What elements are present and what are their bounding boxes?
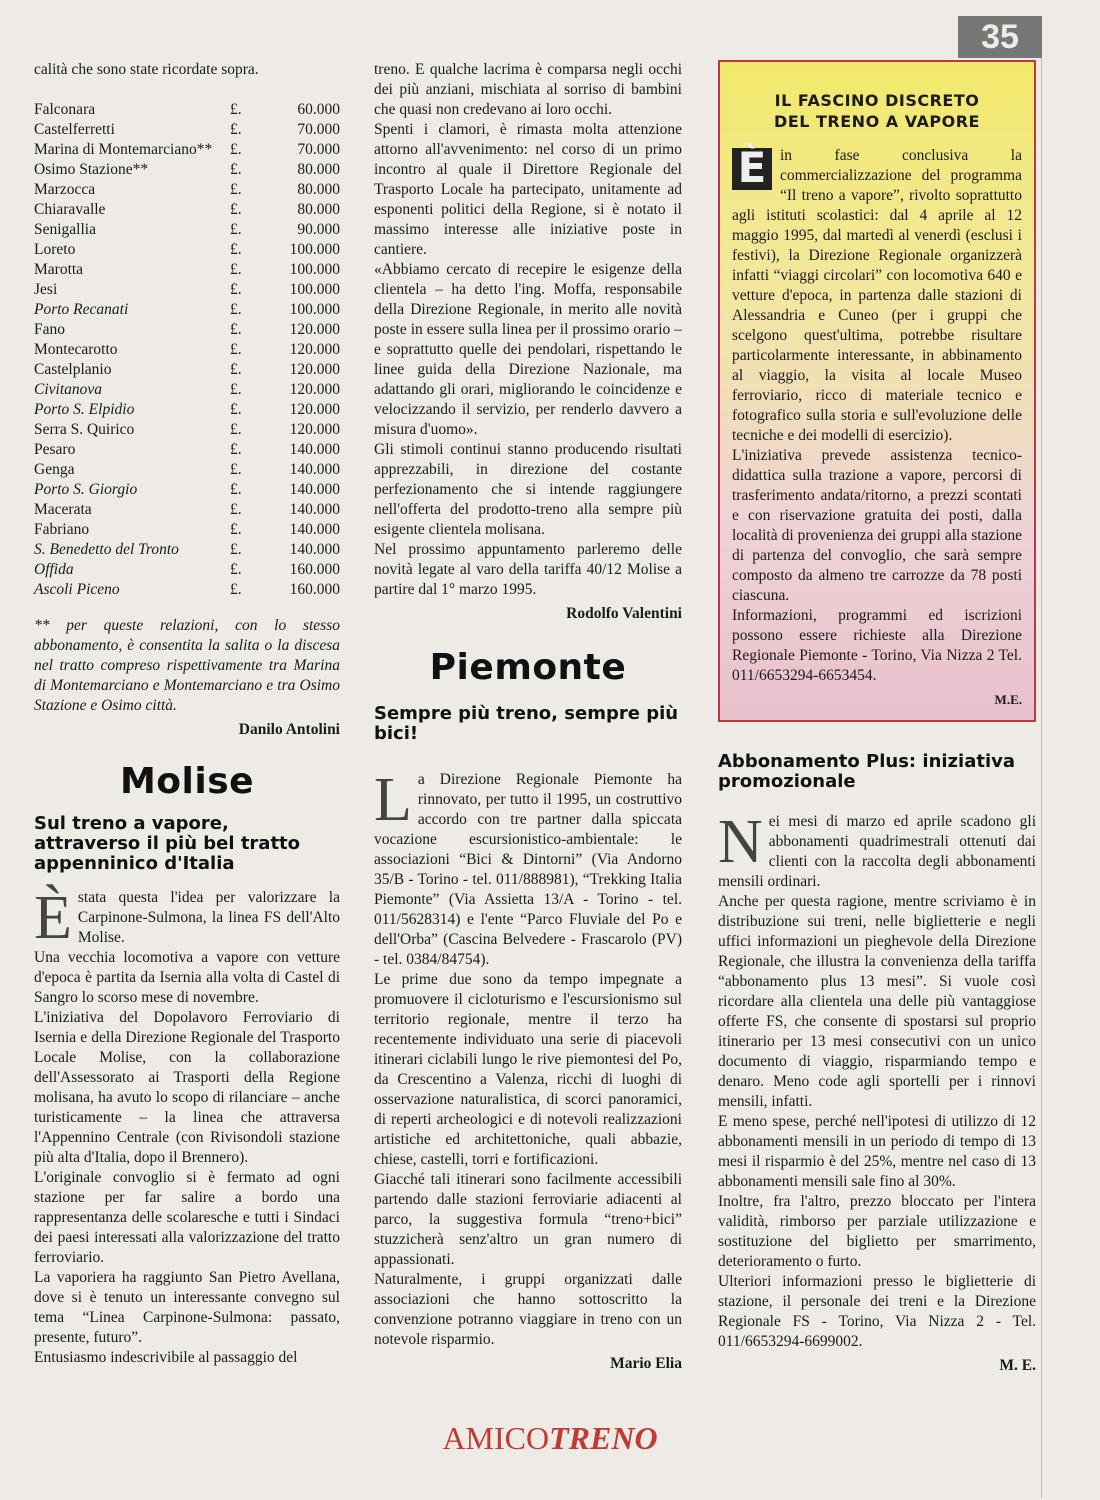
fare-station: Falconara	[34, 101, 96, 118]
magazine-logo: AMICOTRENO	[442, 1420, 658, 1456]
fare-station: Fabriano	[34, 521, 90, 538]
byline-valentini: Rodolfo Valentini	[566, 605, 682, 622]
fare-currency: £.	[230, 281, 242, 298]
fare-station: Castelferretti	[34, 121, 115, 138]
molise-p3: L'iniziativa del Dopolavoro Ferroviario di Isernia e della Direzione Regionale del Trasporto Locale Molise, con la collaborazione dell'Assessorato ai Trasporti della Regione molisana, ha avuto lo scopo di rilanciare – anche turisticamente – la linea che attraversa l'Appennino Centrale (con Rivisondoli stazione più alta d'Italia, dopo il Brennero).	[34, 1009, 340, 1166]
fare-price: 90.000	[297, 221, 340, 238]
fare-row	[34, 100, 340, 120]
fare-row	[34, 480, 340, 500]
fare-station: Genga	[34, 461, 75, 478]
molise-p6: Entusiasmo indescrivibile al passaggio del	[34, 1349, 298, 1366]
molise-cont3: «Abbiamo cercato di recepire le esigenze della clientela – ha detto l'ing. Moffa, responsabile della Direzione Regionale, in merito alle novità poste in essere sulla linea per il prossimo orario – e soprattutto quelle dei pendolari, rispettando le linee guida della Direzione Nazionale, ma adattando gli orari, migliorando le coincidenze e velocizzando il servizio, per renderlo davvero a misura d'uomo».	[374, 261, 682, 438]
molise-p5: La vaporiera ha raggiunto San Pietro Avellana, dove si è tenuto un interessante convegno sul tema “Linea Carpinone-Sulmona: passato, presente, futuro”.	[34, 1269, 340, 1346]
fare-price: 120.000	[289, 321, 340, 338]
fare-currency: £.	[230, 501, 242, 518]
fare-station: S. Benedetto del Tronto	[34, 541, 179, 558]
fare-currency: £.	[230, 401, 242, 418]
fare-currency: £.	[230, 121, 242, 138]
fare-station: Offida	[34, 561, 74, 578]
fare-row	[34, 540, 340, 560]
fare-currency: £.	[230, 561, 242, 578]
region-heading-piemonte: Piemonte	[429, 647, 627, 688]
fare-price: 120.000	[289, 401, 340, 418]
dropcap-abbonamento: N	[718, 808, 763, 876]
fare-price: 120.000	[289, 341, 340, 358]
fare-row	[34, 380, 340, 400]
piemonte-p1: La Direzione Regionale Piemonte ha rinnovato, per tutto il 1995, un costruttivo accordo con tre partner dalla spiccata vocazione escursionistico-ambientale: le associazioni “Bici & Dintorni” (Via Andorno 35/B - Torino - tel. 011/888981), “Trekking Italia Piemonte” (Via Assietta 13/A - Torino - tel. 011/5628314) e l'ente “Parco Fluviale del Po e dell'Orba” (Cascina Belvedere - Frascarolo (PV) - tel. 0384/84754).	[374, 766, 682, 968]
fare-currency: £.	[230, 381, 242, 398]
fare-currency: £.	[230, 181, 242, 198]
fare-station: Marzocca	[34, 181, 96, 198]
molise-subtitle: Sul treno a vapore, attraverso il più bel tratto appenninico d'Italia	[34, 813, 301, 874]
byline-antolini: Danilo Antolini	[238, 721, 340, 738]
fare-station: Castelplanio	[34, 361, 112, 378]
fare-station: Porto S. Giorgio	[34, 481, 138, 498]
fare-currency: £.	[230, 201, 242, 218]
fare-price: 70.000	[297, 121, 340, 138]
fare-currency: £.	[230, 581, 242, 598]
fare-price: 120.000	[289, 421, 340, 438]
column-1	[34, 60, 340, 1368]
fare-currency: £.	[230, 541, 242, 558]
fare-price: 80.000	[297, 161, 340, 178]
fare-station: Porto Recanati	[34, 301, 129, 318]
box-p1: È in fase conclusiva la commercializzazione del programma “Il treno a vapore”, rivolto soprattutto agli istituti scolastici: dal 4 aprile al 12 maggio 1995, dal martedì al venerdì (esclusi i festivi), la Direzione Regionale organizzerà infatti “viaggi circolari” con locomotiva 640 e vetture d'epoca, in partenza dalle stazioni di Alessandria e Cuneo (per i gruppi che scelgono quest'ultima, potrebbe risultare particolarmente interessante, in abbinamento al viaggio, la visita al locale Museo ferroviario, ricco di materiale tecnico e fotografico sulla storia e sull'evoluzione delle tecniche e dei modelli di esercizio).	[732, 143, 1022, 444]
fare-price: 160.000	[289, 561, 340, 578]
fare-row	[34, 340, 340, 360]
fare-price: 140.000	[289, 521, 340, 538]
fare-row	[34, 580, 340, 600]
fare-row	[34, 220, 340, 240]
abbonamento-p1: Nei mesi di marzo ed aprile scadono gli abbonamenti quadrimestrali ottenuti dai clienti con la raccolta degli abbonamenti mensili ordinari.	[718, 808, 1036, 890]
piemonte-p2: Le prime due sono da tempo impegnate a promuovere il cicloturismo e l'escursionismo sul territorio regionale, mentre il terzo ha recentemente individuato una serie di piacevoli itinerari ciclabili lungo le rive piemontesi del Po, da Crescentino a Valenza, ricchi di luoghi di osservazione naturalistica, di scorci panoramici, di reperti archeologici e di notevoli realizzazioni artistiche ed architettoniche, quali abbazie, chiese, castelli, torri e fortificazioni.	[374, 971, 682, 1168]
fare-row	[34, 560, 340, 580]
fare-price: 120.000	[289, 361, 340, 378]
fare-row	[34, 180, 340, 200]
fare-currency: £.	[230, 301, 242, 318]
abbonamento-p4: Inoltre, fra l'altro, prezzo bloccato per l'intera validità, rimborso per parziale utilizzazione e sostituzione del biglietto per smarrimento, deterioramento o furto.	[718, 1193, 1036, 1270]
dropcap-box: È	[732, 148, 772, 190]
fare-row	[34, 320, 340, 340]
fare-price: 140.000	[289, 501, 340, 518]
molise-cont2: Spenti i clamori, è rimasta molta attenzione attorno all'avvenimento: nel corso di un primo incontro al quale il Direttore Regionale del Trasporto Locale ha partecipato, unitamente ad esponenti politici della Regione, si è notato il massimo interesse alle iniziative poste in cantiere.	[374, 121, 682, 258]
fare-currency: £.	[230, 521, 242, 538]
fare-row	[34, 280, 340, 300]
fare-row	[34, 460, 340, 480]
byline-elia: Mario Elia	[610, 1355, 682, 1372]
abbonamento-p3: E meno spese, perché nell'ipotesi di utilizzo di 12 abbonamenti mensili in un periodo di tempo di 13 mesi il risparmio è del 25%, mentre nel caso di 13 abbonamenti mensili sale fino al 30%.	[718, 1113, 1036, 1190]
fare-row	[34, 260, 340, 280]
fare-currency: £.	[230, 221, 242, 238]
fare-price: 100.000	[289, 301, 340, 318]
fare-currency: £.	[230, 321, 242, 338]
fare-row	[34, 140, 340, 160]
fare-station: Loreto	[34, 241, 76, 258]
byline-box: M.E.	[994, 692, 1022, 707]
fare-station: Civitanova	[34, 381, 103, 398]
fare-currency: £.	[230, 141, 242, 158]
fare-row	[34, 160, 340, 180]
molise-p4: L'originale convoglio si è fermato ad ogni stazione per far salire a bordo una rappresentanza delle scolaresche e tutti i Sindaci dei paesi interessati alla valorizzazione del tratto ferroviario.	[34, 1169, 340, 1266]
right-rule	[1041, 58, 1042, 1498]
fare-station: Jesi	[34, 281, 58, 298]
fare-currency: £.	[230, 341, 242, 358]
fare-row	[34, 520, 340, 540]
fare-price: 100.000	[289, 241, 340, 258]
fare-currency: £.	[230, 461, 242, 478]
fare-station: Fano	[34, 321, 65, 338]
byline-abbonamento: M. E.	[999, 1357, 1036, 1374]
fare-currency: £.	[230, 421, 242, 438]
column-3	[718, 60, 1036, 1376]
box-p2: L'iniziativa prevede assistenza tecnico-didattica sulla trazione a vapore, percorsi di trasferimento andata/ritorno, a prezzi scontati e con riservazione gratuita dei posti, dalla località di provenienza dei gruppi alla stazione di partenza del convoglio, che sarà sempre composto da almeno tre carrozze da 78 posti ciascuna.	[732, 447, 1022, 604]
abbonamento-p5: Ulteriori informazioni presso le biglietterie di stazione, il personale dei treni e la Direzione Regionale FS - Torino, Via Nizza 2 - Tel. 011/6653294-6699002.	[718, 1273, 1036, 1350]
fare-row	[34, 300, 340, 320]
fare-price: 120.000	[289, 381, 340, 398]
fare-row	[34, 500, 340, 520]
fare-currency: £.	[230, 481, 242, 498]
fare-currency: £.	[230, 101, 242, 118]
piemonte-p4: Naturalmente, i gruppi organizzati dalle associazioni che hanno sottoscritto la convenzione potranno viaggiare in treno con un notevole risparmio.	[374, 1271, 682, 1348]
fare-currency: £.	[230, 261, 242, 278]
fare-station: Chiaravalle	[34, 201, 106, 218]
fares-intro: calità che sono state ricordate sopra.	[34, 61, 259, 78]
fare-row	[34, 120, 340, 140]
dropcap-molise: È	[34, 884, 72, 952]
fare-row	[34, 360, 340, 380]
piemonte-p3: Giacché tali itinerari sono facilmente accessibili partendo dalle stazioni ferroviarie adiacenti al parco, la suggestiva formula “treno+bici” stuzzicherà senz'altro un gran numero di appassionati.	[374, 1171, 682, 1268]
fare-price: 100.000	[289, 281, 340, 298]
fare-price: 80.000	[297, 181, 340, 198]
fare-station: Serra S. Quirico	[34, 421, 135, 438]
fare-price: 160.000	[289, 581, 340, 598]
fare-station: Marina di Montemarciano**	[34, 141, 213, 158]
fares-table	[34, 100, 340, 600]
region-heading-molise: Molise	[119, 761, 255, 802]
fare-station: Macerata	[34, 501, 92, 518]
fare-price: 140.000	[289, 481, 340, 498]
fares-footnote: ** per queste relazioni, con lo stesso abbonamento, è consentita la salita o la discesa nel tratto compreso rispettivamente tra Marina di Montemarciano e Montemarciano e tra Osimo Stazione e Osimo città.	[34, 617, 340, 714]
fare-station: Pesaro	[34, 441, 76, 458]
box-title: IL FASCINO DISCRETO DEL TRENO A VAPORE	[774, 91, 980, 131]
fare-station: Senigallia	[34, 221, 96, 238]
piemonte-subtitle: Sempre più treno, sempre più bici!	[374, 703, 679, 744]
fare-price: 140.000	[289, 541, 340, 558]
fare-row	[34, 400, 340, 420]
dropcap-piemonte: L	[374, 766, 412, 834]
fare-station: Montecarotto	[34, 341, 118, 358]
fare-station: Ascoli Piceno	[34, 581, 120, 598]
fare-price: 70.000	[297, 141, 340, 158]
fare-station: Porto S. Elpidio	[34, 401, 135, 418]
molise-cont4: Gli stimoli continui stanno producendo risultati apprezzabili, in direzione del costante perfezionamento che si intende raggiungere nell'offerta del prodotto-treno alla sempre più esigente clientela molisana.	[374, 441, 682, 538]
fare-row	[34, 200, 340, 220]
molise-cont5: Nel prossimo appuntamento parleremo delle novità legate al varo della tariffa 40/12 Molise a partire dal 1° marzo 1995.	[374, 541, 682, 598]
box-p3: Informazioni, programmi ed iscrizioni possono essere richieste alla Direzione Regionale Piemonte - Torino, Via Nizza 2 Tel. 011/6653294-6653454.	[732, 607, 1022, 684]
fare-price: 100.000	[289, 261, 340, 278]
abbonamento-subtitle: Abbonamento Plus: iniziativa promozionale	[718, 751, 1015, 792]
fare-price: 140.000	[289, 461, 340, 478]
fare-currency: £.	[230, 241, 242, 258]
fare-price: 80.000	[297, 201, 340, 218]
fare-price: 140.000	[289, 441, 340, 458]
fare-row	[34, 420, 340, 440]
fare-row	[34, 440, 340, 460]
fare-station: Marotta	[34, 261, 84, 278]
molise-cont1: treno. E qualche lacrima è comparsa negli occhi dei più anziani, mischiata al sorriso di bambini che quasi non credevano ai loro occhi.	[374, 61, 682, 118]
fare-station: Osimo Stazione**	[34, 161, 149, 178]
abbonamento-p2: Anche per questa ragione, mentre scriviamo è in distribuzione sui treni, nelle biglietterie e negli uffici informazioni un pieghevole della Direzione Regionale, che illustra la convenienza della tariffa “abbonamento plus 13 mesi”. Si vuole così ricordare alla clientela una delle più vantaggiose offerte FS, che consente di spostarsi sul proprio itinerario per 13 mesi consecutivi con un unico documento di viaggio, risparmiando tempo e denaro. Meno code agli sportelli per i rinnovi mensili, infatti.	[718, 893, 1036, 1110]
page-number: 35	[958, 16, 1042, 58]
fare-currency: £.	[230, 361, 242, 378]
molise-p1: Èstata questa l'idea per valorizzare la Carpinone-Sulmona, la linea FS dell'Alto Molise.	[34, 884, 340, 952]
fare-price: 60.000	[297, 101, 340, 118]
sidebar-box	[718, 60, 1036, 722]
column-2	[374, 60, 682, 1374]
fare-row	[34, 240, 340, 260]
fare-currency: £.	[230, 161, 242, 178]
fare-currency: £.	[230, 441, 242, 458]
molise-p2: Una vecchia locomotiva a vapore con vetture d'epoca è partita da Isernia alla volta di Castel di Sangro lo scorso mese di novembre.	[34, 949, 340, 1006]
